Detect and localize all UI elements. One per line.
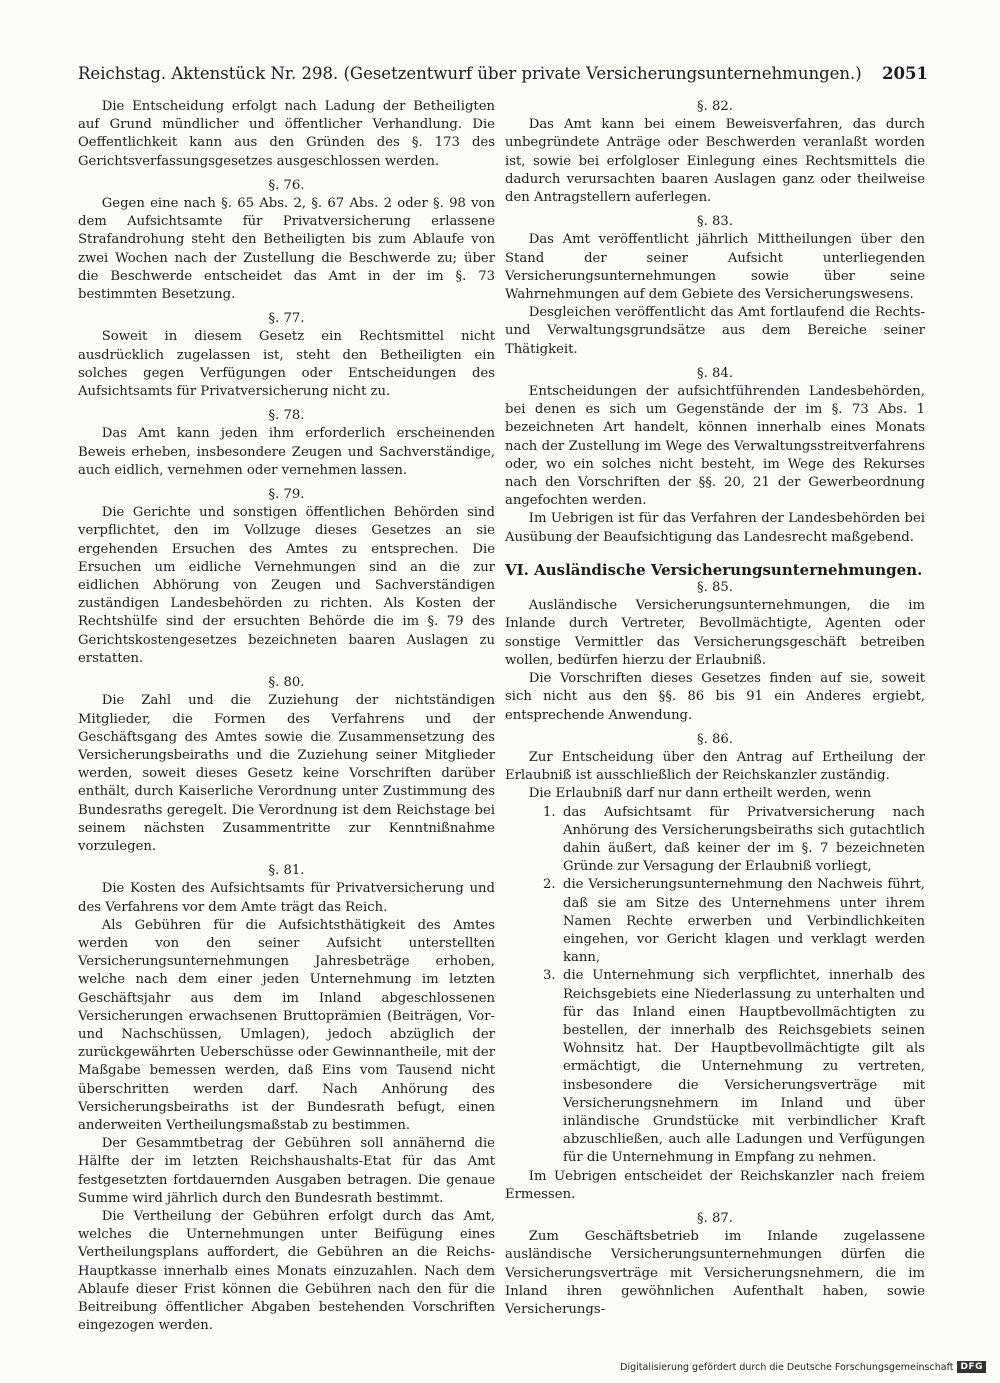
paragraph: Soweit in diesem Gesetz ein Rechtsmittel nicht ausdrücklich zugelassen ist, steht den Betheiligten ein solches gegen Verfügungen oder Entscheidungen des Aufsichtsamts für Privatversicherung nicht zu. xyxy=(78,329,495,400)
list-number: 3. xyxy=(543,968,556,984)
list-text: die Unternehmung sich verpflichtet, innerhalb des Reichsgebiets eine Niederlassung zu unterhalten und für das Inland einen Hauptbevollmächtigten zu bestellen, der innerhalb des Reichsgebiets seinen Wohnsitz hat. Der Hauptbevollmächtigte gilt als ermächtigt, die Unternehmung zu vertreten, insbesondere die Versicherungsverträge mit Versicherungsnehmern im Inland und über inländische Grundstücke mit verbindlicher Kraft abzuschließen, auch alle Ladungen und Verfügungen für die Unternehmung in Empfang zu nehmen. xyxy=(563,968,925,1166)
condition-list xyxy=(505,804,925,1168)
section-heading-85: §. 85. xyxy=(697,580,733,596)
paragraph: Das Amt veröffentlicht jährlich Mittheilungen über den Stand der seiner Aufsicht unterliegenden Versicherungsunternehmungen sowie über seine Wahrnehmungen auf dem Gebiete des Versicherungswesens. xyxy=(505,232,925,303)
paragraph: Die Kosten des Aufsichtsamts für Privatversicherung und des Verfahrens vor dem Amte trägt das Reich. xyxy=(78,881,495,915)
list-item xyxy=(505,876,925,967)
paragraph: Gegen eine nach §. 65 Abs. 2, §. 67 Abs. 2 oder §. 98 von dem Aufsichtsamte für Privatversicherung erlassene Strafandrohung steht den Betheiligten bis zum Ablaufe von zwei Wochen nach der Zustellung die Beschwerde zu; über die Beschwerde entscheidet das Amt in der im §. 73 bestimmten Besetzung. xyxy=(78,196,495,303)
list-number: 1. xyxy=(543,804,556,820)
section-heading-79: §. 79. xyxy=(268,487,305,503)
list-item xyxy=(505,967,925,1167)
paragraph: Die Erlaubniß darf nur dann ertheilt werden, wenn xyxy=(528,786,872,802)
section-heading-81: §. 81. xyxy=(268,863,305,879)
list-number: 2. xyxy=(543,877,556,893)
paragraph: Entscheidungen der aufsichtführenden Landesbehörden, bei denen es sich um Gegenstände der im §. 73 Abs. 1 bezeichneten Art handelt, können innerhalb eines Monats nach der Zustellung im Wege des Verwaltungsstreitverfahrens oder, wo ein solches nicht besteht, im Wege des Rekurses nach den Vorschriften der §§. 20, 21 der Gewerbeordnung angefochten werden. xyxy=(505,384,925,509)
running-title: Reichstag. Aktenstück Nr. 298. (Gesetzentwurf über private Versicherungsunternehmungen.) xyxy=(78,64,862,83)
paragraph: Die Vorschriften dieses Gesetzes finden auf sie, soweit sich nicht aus den §§. 86 bis 91 ein Anderes ergiebt, entsprechende Anwendung. xyxy=(505,671,925,723)
paragraph: Als Gebühren für die Aufsichtsthätigkeit des Amtes werden von den seiner Aufsicht unterstellten Versicherungsunternehmungen Jahresbeträge erhoben, welche nach dem einer jeden Unternehmung im letzten Geschäftsjahr aus dem im Inland abgeschlossenen Versicherungen erwachsenen Bruttoprämien (Beiträgen, Vor- und Nachschüssen, Umlagen), jedoch abzüglich der zurückgewährten Ueberschüsse oder Gewinnantheile, mit der Maßgabe bemessen werden, daß Eins vom Tausend nicht überschritten werden darf. Nach Anhörung des Versicherungsbeiraths ist der Bundesrath befugt, einen anderweiten Vertheilungsmaßstab zu bestimmen. xyxy=(78,917,495,1133)
digitization-credit xyxy=(620,1361,986,1373)
page-header xyxy=(78,60,928,88)
section-heading-87: §. 87. xyxy=(697,1210,733,1226)
list-text: das Aufsichtsamt für Privatversicherung nach Anhörung des Versicherungsbeiraths sich gutachtlich dahin äußert, daß keiner der im §. 7 bezeichneten Gründe zur Versagung der Erlaubniß vorliegt, xyxy=(563,804,925,875)
paragraph: Die Entscheidung erfolgt nach Ladung der Betheiligten auf Grund mündlicher und öffentlicher Verhandlung. Die Oeffentlichkeit kann aus den Gründen des §. 173 des Gerichtsverfassungsgesetzes ausgeschlossen werden. xyxy=(78,99,495,169)
section-heading-84: §. 84. xyxy=(697,365,733,381)
right-column xyxy=(505,98,925,1319)
paragraph: Die Vertheilung der Gebühren erfolgt durch das Amt, welches die Unternehmungen unter Beifügung eines Vertheilungsplans auffordert, die Gebühren an die Reichs-Hauptkasse innerhalb eines Monats einzuzahlen. Nach dem Ablaufe dieser Frist können die Gebühren nach den für die Beitreibung öffentlicher Abgaben bestehenden Vorschriften eingezogen werden. xyxy=(78,1208,495,1334)
paragraph: Die Zahl und die Zuziehung der nichtständigen Mitglieder, die Formen des Verfahrens und der Geschäftsgang des Amtes sowie die Zusammensetzung des Versicherungsbeiraths und die Zuziehung seiner Mitglieder werden, soweit dieses Gesetz keine Vorschriften darüber enthält, durch Kaiserliche Verordnung unter Zustimmung des Bundesraths geregelt. Die Verordnung ist dem Reichstage bei seinem nächsten Zusammentritte zur Kenntnißnahme vorzulegen. xyxy=(78,693,495,854)
paragraph: Die Gerichte und sonstigen öffentlichen Behörden sind verpflichtet, den im Vollzuge dieses Gesetzes an sie ergehenden Ersuchen des Amtes zu entsprechen. Die Ersuchen um eidliche Vernehmungen sind an die zur eidlichen Abhörung von Zeugen und Sachverständigen zuständigen Landesbehörden zu richten. Als Kosten der Rechtshülfe sind der ersuchten Behörde die im §. 79 des Gerichtskostengesetzes bezeichneten baaren Auslagen zu erstatten. xyxy=(78,505,495,666)
section-heading-83: §. 83. xyxy=(697,214,733,230)
section-heading-78: §. 78. xyxy=(268,408,305,424)
paragraph: Ausländische Versicherungsunternehmungen, die im Inlande durch Vertreter, Bevollmächtigte, Agenten oder sonstige Vermittler das Versicherungsgeschäft betreiben wollen, bedürfen hierzu der Erlaubniß. xyxy=(505,598,925,668)
section-heading-76: §. 76. xyxy=(268,177,305,193)
section-heading-86: §. 86. xyxy=(697,731,733,747)
section-heading-80: §. 80. xyxy=(268,675,305,691)
credit-text: Digitalisierung gefördert durch die Deutsche Forschungsgemeinschaft xyxy=(620,1361,954,1373)
paragraph: Desgleichen veröffentlicht das Amt fortlaufend die Rechts- und Verwaltungsgrundsätze aus dem Bereiche seiner Thätigkeit. xyxy=(505,305,925,357)
section-heading-82: §. 82. xyxy=(697,99,733,114)
paragraph: Zur Entscheidung über den Antrag auf Ertheilung der Erlaubniß ist ausschließlich der Reichskanzler zuständig. xyxy=(505,749,925,784)
paragraph: Zum Geschäftsbetrieb im Inlande zugelassene ausländische Versicherungsunternehmungen dürfen die Versicherungsverträge mit Versicherungsnehmern, die im Inland ihren gewöhnlichen Aufenthalt haben, sowie Versicherungs- xyxy=(505,1229,925,1317)
list-text: die Versicherungsunternehmung den Nachweis führt, daß sie am Sitze des Unternehmens unter ihrem Namen Rechte erwerben und Verbindlichkeiten eingehen, vor Gericht klagen und verklagt werden kann, xyxy=(563,877,925,966)
left-column xyxy=(78,98,495,1335)
paragraph: Im Uebrigen entscheidet der Reichskanzler nach freiem Ermessen. xyxy=(505,1168,925,1202)
paragraph: Das Amt kann bei einem Beweisverfahren, das durch unbegründete Anträge oder Beschwerden veranlaßt worden ist, sowie bei erfolgloser Einlegung eines Rechtsmittels die dadurch verursachten baaren Auslagen ganz oder theilweise den Antragstellern auferlegen. xyxy=(505,117,925,206)
list-item xyxy=(505,804,925,877)
paragraph: Das Amt kann jeden ihm erforderlich erscheinenden Beweis erheben, insbesondere Zeugen und Sachverständige, auch eidlich, vernehmen oder vernehmen lassen. xyxy=(78,426,495,478)
page-number: 2051 xyxy=(882,64,928,83)
section-heading-77: §. 77. xyxy=(268,311,305,327)
chapter-heading: VI. Ausländische Versicherungsunternehmungen. xyxy=(505,560,923,579)
dfg-logo: DFG xyxy=(957,1361,986,1373)
paragraph: Im Uebrigen ist für das Verfahren der Landesbehörden bei Ausübung der Beaufsichtigung das Landesrecht maßgebend. xyxy=(505,511,925,545)
paragraph: Der Gesammtbetrag der Gebühren soll annähernd die Hälfte der im letzten Reichshaushalts-Etat für das Amt festgesetzten fortdauernden Ausgaben betragen. Die genaue Summe wird jährlich durch den Bundesrath bestimmt. xyxy=(78,1136,495,1206)
